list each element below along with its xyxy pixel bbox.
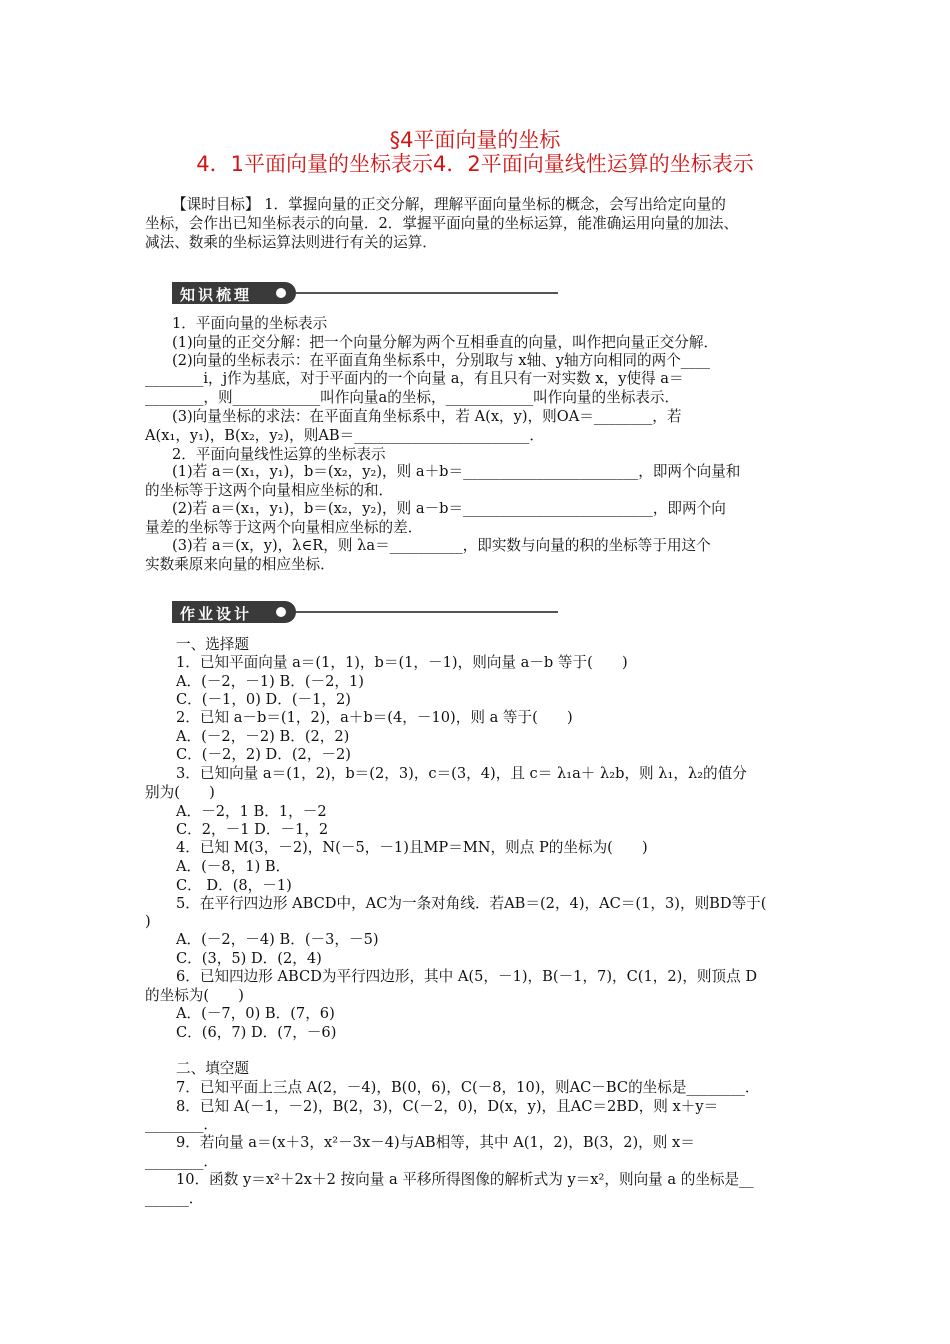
question: 4．已知 M(3，－2)，N(－5，－1)且MP＝MN，则点 P的坐标为( ) [176,839,648,856]
options: A．－2，1 B．1，－2 [176,803,327,820]
banner-label: 知识梳理 [180,286,253,304]
options: C．(－2，2) D．(2，－2) [176,746,351,763]
text-line: 二、填空题 [176,1060,249,1077]
text-line: ________i，j作为基底，对于平面内的一个向量 a，有且只有一对实数 x，y使得 a＝ [145,370,684,387]
text-line: (1)若 a＝(x₁，y₁)，b＝(x₂，y₂)，则 a＋b＝________________________，即两个向量和 [172,463,741,480]
options: A．(－2，－4) B．(－3，－5) [176,931,379,948]
question: 2．已知 a－b＝(1，2)，a＋b＝(4，－10)，则 a 等于( ) [176,709,573,726]
question: 9．若向量 a＝(x＋3，x²－3x－4)与AB相等，其中 A(1，2)，B(3，2)，则 x＝ [176,1134,695,1151]
text-line: ________，则____________叫作向量a的坐标，____________叫作向量的坐标表示． [145,389,680,406]
text-line: 1．平面向量的坐标表示 [172,315,328,332]
question: 5．在平行四边形 ABCD中，AC为一条对角线．若AB＝(2，4)，AC＝(1，3)，则BD等于( [176,895,767,912]
text-line: A(x₁，y₁)，B(x₂，y₂)，则AB＝________________________． [145,427,544,444]
options: C．(6，7) D．(7，－6) [176,1024,337,1041]
text-line: 一、选择题 [176,636,249,653]
question: 别为( ) [145,784,215,801]
banner-label: 作业设计 [180,605,253,623]
question: 的坐标为( ) [145,987,244,1004]
question: ______． [145,1190,204,1207]
text-line: (2)若 a＝(x₁，y₁)，b＝(x₂，y₂)，则 a－b＝__________________________，即两个向 [172,500,726,517]
text-line: (3)若 a＝(x，y)，λ∈R，则 λa＝__________，即实数与向量的积的坐标等于用这个 [172,537,711,554]
lesson-title: 4．1平面向量的坐标表示4．2平面向量线性运算的坐标表示 [196,152,754,176]
question: ) [145,913,151,930]
text-line: 实数乘原来向量的相应坐标． [145,556,335,573]
text-line: (1)向量的正交分解：把一个向量分解为两个互相垂直的向量，叫作把向量正交分解． [172,334,719,351]
question: 6．已知四边形 ABCD为平行四边形，其中 A(5，－1)，B(－1，7)，C(1，2)，则顶点 D [176,968,758,985]
text-line: 2．平面向量线性运算的坐标表示 [172,446,386,463]
goals-line: 坐标，会作出已知坐标表示的向量．2．掌握平面向量的坐标运算，能准确运用向量的加法、 [145,215,739,232]
goals-line: 【课时目标】 1．掌握向量的正交分解，理解平面向量坐标的概念，会写出给定向量的 [172,196,726,213]
options: C．(3，5) D．(2，4) [176,950,322,967]
text-line: (2)向量的坐标表示：在平面直角坐标系中，分别取与 x轴、y轴方向相同的两个____ [172,352,710,369]
question: 1．已知平面向量 a＝(1，1)，b＝(1，－1)，则向量 a－b 等于( ) [176,654,628,671]
divider [296,292,558,294]
options: C．(－1，0) D．(－1，2) [176,691,351,708]
homework-banner [172,601,558,623]
text-line: (3)向量坐标的求法：在平面直角坐标系中，若 A(x，y)，则OA＝________，若 [172,408,682,425]
section-title: §4平面向量的坐标 [389,128,561,152]
question: 3．已知向量 a＝(1，2)，b＝(2，3)，c＝(3，4)，且 c＝ λ₁a＋ λ₂b，则 λ₁，λ₂的值分 [176,765,747,782]
text-line: 量差的坐标等于这两个向量相应坐标的差． [145,519,423,536]
bullet-icon [276,607,286,617]
options: A．(－2，－2) B．(2，2) [176,728,350,745]
options: A．(－8，1) B． [176,858,291,875]
knowledge-banner [172,282,558,304]
question: 7．已知平面上三点 A(2，－4)，B(0，6)，C(－8，10)，则AC－BC的坐标是________． [176,1079,760,1096]
question: 8．已知 A(－1，－2)，B(2，3)，C(－2，0)，D(x，y)，且AC＝2BD，则 x＋y＝ [176,1098,719,1115]
options: A．(－7，0) B．(7，6) [176,1005,335,1022]
question: ________． [145,1153,218,1170]
question: 10．函数 y＝x²＋2x＋2 按向量 a 平移所得图像的解析式为 y＝x²，则向量 a 的坐标是__ [176,1171,754,1188]
bullet-icon [276,288,286,298]
divider [296,611,558,613]
options: A．(－2，－1) B．(－2，1) [176,673,364,690]
question: ________． [145,1116,218,1133]
goals-line: 减法、数乘的坐标运算法则进行有关的运算． [145,234,437,251]
options: C． D．(8，－1) [176,877,292,894]
text-line: 的坐标等于这两个向量相应坐标的和． [145,482,394,499]
options: C．2，－1 D．－1，2 [176,821,329,838]
